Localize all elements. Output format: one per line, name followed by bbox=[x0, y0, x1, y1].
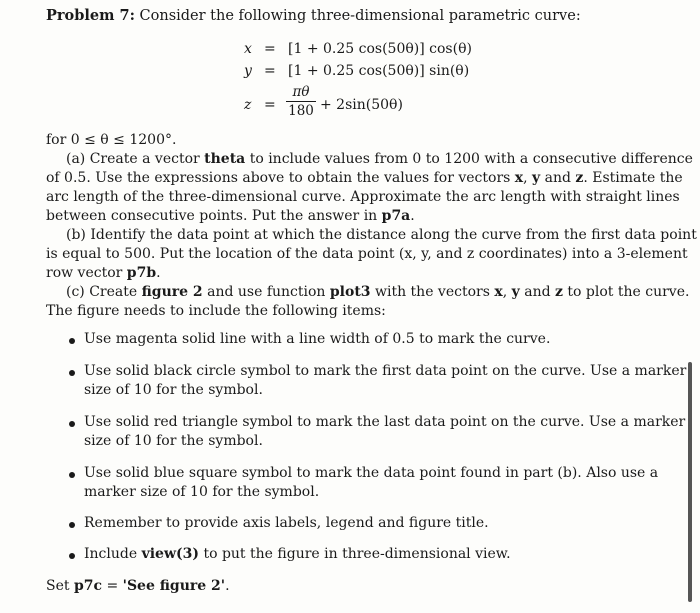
bullet-icon bbox=[69, 370, 75, 376]
fraction-numerator: πθ bbox=[286, 84, 316, 102]
bullet-text: Use magenta solid line with a line width of 0.5 to mark the curve. bbox=[84, 331, 551, 347]
problem-intro: Consider the following three-dimensional parametric curve: bbox=[139, 8, 581, 24]
code-x: x bbox=[494, 284, 503, 300]
code-z: z bbox=[555, 284, 563, 300]
bullet-text: size of 10 for the symbol. bbox=[84, 433, 263, 449]
code-view3: view(3) bbox=[141, 546, 199, 562]
text: between consecutive points. Put the answer in bbox=[46, 208, 382, 224]
text: . Estimate the bbox=[583, 170, 683, 186]
code-see-figure-2: 'See figure 2' bbox=[122, 578, 226, 594]
code-y: y bbox=[532, 170, 541, 186]
equation-sign: = bbox=[264, 97, 276, 113]
bullet-icon bbox=[69, 421, 75, 427]
code-p7c: p7c bbox=[73, 578, 103, 594]
equation-var: y bbox=[244, 63, 252, 79]
equation-var: z bbox=[244, 97, 252, 113]
text: (c) Create bbox=[66, 284, 142, 300]
part-b-line-3 bbox=[46, 264, 161, 283]
text: . bbox=[225, 578, 230, 594]
code-p7b: p7b bbox=[126, 265, 157, 281]
part-a-line-3: arc length of the three-dimensional curve. Approximate the arc length with straight lines bbox=[46, 189, 680, 205]
text: of 0.5. Use the expressions above to obtain the values for vectors bbox=[46, 170, 515, 186]
code-x: x bbox=[514, 170, 524, 186]
code-plot3: plot3 bbox=[329, 284, 371, 300]
text: Include bbox=[84, 546, 142, 562]
part-c-line-2: The figure needs to include the following items: bbox=[46, 303, 386, 319]
bullet-text bbox=[84, 545, 511, 564]
scrollbar[interactable] bbox=[688, 362, 692, 602]
text: and bbox=[540, 170, 576, 186]
bullet-text: marker size of 10 for the symbol. bbox=[84, 484, 320, 500]
bullet-text: Use solid red triangle symbol to mark the last data point on the curve. Use a marker bbox=[84, 414, 686, 430]
equation-rhs: + 2sin(50θ) bbox=[320, 97, 403, 113]
text: , bbox=[523, 170, 533, 186]
bullet-icon bbox=[69, 338, 75, 344]
text: to plot the curve. bbox=[562, 284, 690, 300]
text: = bbox=[102, 578, 123, 594]
problem-label: Problem 7: bbox=[46, 7, 135, 24]
part-b-line-1: (b) Identify the data point at which the distance along the curve from the first data point bbox=[66, 227, 697, 243]
bullet-text: Use solid black circle symbol to mark the first data point on the curve. Use a marker bbox=[84, 363, 687, 379]
equation-rhs: [1 + 0.25 cos(50θ)] sin(θ) bbox=[288, 63, 470, 79]
equation-var: x bbox=[244, 41, 252, 57]
bullet-text: Remember to provide axis labels, legend and figure title. bbox=[84, 515, 489, 531]
equation-rhs: [1 + 0.25 cos(50θ)] cos(θ) bbox=[288, 41, 472, 57]
text: with the vectors bbox=[370, 284, 495, 300]
text: (a) Create a vector bbox=[66, 151, 205, 167]
equation-fraction bbox=[286, 84, 316, 119]
text: , bbox=[502, 284, 512, 300]
bullet-icon bbox=[69, 522, 75, 528]
bullet-text: Use solid blue square symbol to mark the data point found in part (b). Also use a bbox=[84, 465, 659, 481]
text: . bbox=[410, 208, 415, 224]
part-c-line-1 bbox=[66, 283, 689, 302]
part-a-line-1 bbox=[66, 150, 693, 169]
text: Set bbox=[46, 578, 74, 594]
equation-sign: = bbox=[264, 41, 276, 57]
code-y: y bbox=[511, 284, 520, 300]
part-b-line-2: is equal to 500. Put the location of the data point (x, y, and z coordinates) into a 3-element bbox=[46, 246, 688, 262]
part-a-line-4 bbox=[46, 207, 415, 226]
code-theta: theta bbox=[204, 151, 246, 167]
problem-heading bbox=[46, 6, 581, 26]
final-instruction bbox=[46, 577, 230, 596]
text: . bbox=[156, 265, 161, 281]
code-z: z bbox=[575, 170, 584, 186]
text: row vector bbox=[46, 265, 127, 281]
equation-sign: = bbox=[264, 63, 276, 79]
fraction-denominator: 180 bbox=[288, 103, 314, 119]
bullet-text: size of 10 for the symbol. bbox=[84, 382, 263, 398]
range-text: for 0 ≤ θ ≤ 1200°. bbox=[46, 132, 177, 148]
text: and use function bbox=[202, 284, 330, 300]
text: to put the figure in three-dimensional view. bbox=[199, 546, 511, 562]
code-p7a: p7a bbox=[381, 208, 411, 224]
bullet-icon bbox=[69, 472, 75, 478]
text: and bbox=[519, 284, 555, 300]
part-a-line-2 bbox=[46, 169, 683, 188]
bullet-icon bbox=[69, 553, 75, 559]
code-figure-2: figure 2 bbox=[141, 284, 203, 300]
text: to include values from 0 to 1200 with a consecutive difference bbox=[245, 151, 693, 167]
